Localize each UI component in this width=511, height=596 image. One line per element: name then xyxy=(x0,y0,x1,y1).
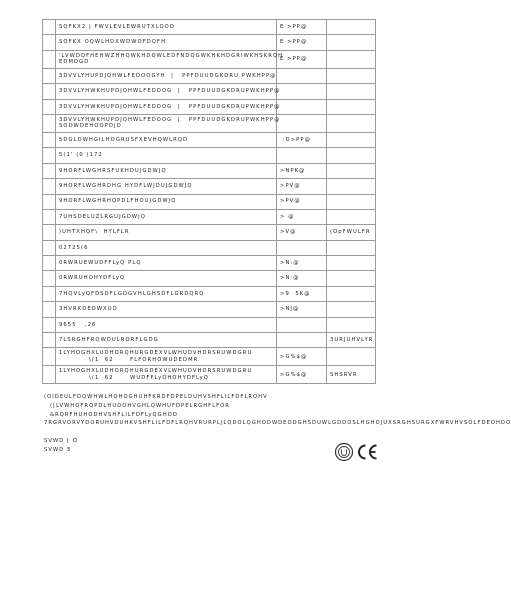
spec-row xyxy=(43,35,376,50)
spec-note-cell xyxy=(327,348,376,366)
spec-row xyxy=(43,163,376,178)
spec-note-cell xyxy=(327,271,376,286)
spec-unit-cell: >NJ@ xyxy=(277,302,327,317)
spec-unit-cell: >N:@ xyxy=(277,256,327,271)
spec-row xyxy=(43,20,376,35)
spec-label-cell xyxy=(56,271,277,286)
spec-label: 9HORFLWGHRHQPDLFHOUJGDWJQ xyxy=(59,198,177,205)
spec-unit-cell: >NPK@ xyxy=(277,163,327,178)
spec-label: )UHTXHQF\ HYLFLR xyxy=(59,229,130,236)
spec-unit-cell: :D>PP@ xyxy=(277,132,327,147)
spec-label-cell xyxy=(56,194,277,209)
spec-note-cell: SHSRVR xyxy=(327,366,376,384)
footnote-3: &RQRFHUHODHVSHFLILFDFLyQGHOD xyxy=(50,411,178,418)
row-marker-cell xyxy=(43,209,56,224)
spec-label: 9HORFLWGHRSFUKHDUJGDWJQ xyxy=(59,167,167,174)
row-marker-cell xyxy=(43,68,56,83)
footnote-4: 7RGRVORVYDORUHVDUHKVSHFLILFDFLRQHVRURPLJLQDOLQGHODWDEODGHSDUWLGDDOSLHGHOJUXSRGHSURGXFWRVHVSOLFDEOHDO xyxy=(44,420,511,427)
spec-row xyxy=(43,50,376,68)
spec-row xyxy=(43,84,376,99)
spec-label-cell xyxy=(56,132,277,147)
row-marker-cell xyxy=(43,35,56,50)
certification-marks xyxy=(334,440,382,464)
spec-label: 3HVRKDEDWXUD xyxy=(59,306,118,313)
spec-label-cell xyxy=(56,50,284,68)
spec-row xyxy=(43,99,376,114)
row-marker-cell xyxy=(43,271,56,286)
specification-table xyxy=(42,19,376,384)
spec-row xyxy=(43,132,376,147)
stamp-line-2: SVWD 5 xyxy=(44,446,72,453)
spec-unit-cell xyxy=(277,114,327,132)
spec-label: 5(1' (0 (172 xyxy=(59,152,103,159)
row-marker-cell xyxy=(43,99,56,114)
spec-note-cell xyxy=(327,84,376,99)
spec-label: 3DVVLYHWKHUPDJQHWLFEDOOG | PPFDUUDGKDRUPWKHPP@ xyxy=(59,103,281,110)
spec-unit-cell: E >PP@ xyxy=(277,35,327,50)
row-marker-cell xyxy=(43,225,56,240)
spec-label: 9655 ,26 xyxy=(59,321,97,328)
roundel-mark-icon xyxy=(336,444,353,461)
spec-row xyxy=(43,68,376,83)
spec-note-cell xyxy=(327,99,376,114)
spec-note-cell xyxy=(327,132,376,147)
spec-note-cell xyxy=(327,317,376,332)
spec-row xyxy=(43,179,376,194)
row-marker-cell xyxy=(43,132,56,147)
spec-label-cell xyxy=(56,209,277,224)
row-marker-cell xyxy=(43,50,56,68)
spec-label: 7HQVLyQFDSDFLGDGVHLGHSDFLGRDQRQ xyxy=(59,290,205,297)
spec-label-cell xyxy=(56,179,277,194)
spec-label: 3DVVLYHWKHUPDJQHWLFEDOOG | PPFDUUDGKDRUPWKHPP@ xyxy=(59,116,281,123)
spec-label-cell xyxy=(56,302,277,317)
footnote-1: (OIDEULFDQWHWLHQHOGHUHFKRDFDPELDUHVSHFLILFDFLRQHV xyxy=(44,394,268,400)
spec-label: 3DVVLYHUPDJQHWLFEDOOGYH | PPFDUUDGKDRU PWKHPP@ xyxy=(59,72,277,79)
spec-note-cell xyxy=(327,35,376,50)
spec-unit-cell: >PV@ xyxy=(277,194,327,209)
spec-note-cell xyxy=(327,302,376,317)
spec-label: 'LVWDQFHEHWZHHQWKHDQWLEDFNDQGWKHKHDGRIWKHSKRQH xyxy=(59,52,284,59)
spec-row xyxy=(43,114,376,132)
row-marker-cell xyxy=(43,148,56,163)
spec-row xyxy=(43,317,376,332)
spec-label-cell xyxy=(56,148,277,163)
spec-unit-cell: >N:@ xyxy=(277,271,327,286)
spec-label: SQFKX2 | FWVLEVLEWRUTXLOOD xyxy=(59,23,175,30)
spec-row xyxy=(43,256,376,271)
spec-label: SQFKX OQWLHDXWDWOFDQFH xyxy=(59,39,167,46)
spec-unit-cell xyxy=(277,148,327,163)
spec-unit-cell: > @ xyxy=(277,209,327,224)
row-marker-cell xyxy=(43,194,56,209)
row-marker-cell xyxy=(43,348,56,366)
spec-label-continued: SODWDEHOOPDJD xyxy=(59,123,122,130)
footnote-2: ([LVWHQFRQPDLHUDOHVGHLQWHUFDPELRGHFLFOR xyxy=(50,402,230,409)
ce-mark-icon xyxy=(359,446,377,459)
spec-label-cell xyxy=(56,348,277,366)
spec-unit-cell xyxy=(277,84,327,99)
spec-label-cell xyxy=(56,114,281,132)
spec-label-cell xyxy=(56,240,277,255)
spec-label: 3DVVLYHWKHUPDJQHWLFEDOOG | PPFDUUDGKDRUPWKHPP@ xyxy=(59,88,281,95)
spec-label-cell xyxy=(56,163,277,178)
spec-label-cell xyxy=(56,256,277,271)
spec-note-cell: 3URJUHVLYR xyxy=(327,333,376,348)
row-marker-cell xyxy=(43,302,56,317)
spec-unit-cell: >PV@ xyxy=(277,179,327,194)
spec-note-cell xyxy=(327,50,376,68)
spec-label: 02725(6 xyxy=(59,244,89,251)
spec-row xyxy=(43,271,376,286)
spec-row xyxy=(43,286,376,301)
spec-label: 5DGLDWHGILHOGRUSFXEVHQWLRQD xyxy=(59,136,189,143)
spec-label-cell xyxy=(56,333,277,348)
spec-label-cell xyxy=(56,225,277,240)
spec-label-cell xyxy=(56,68,277,83)
spec-note-cell xyxy=(327,148,376,163)
spec-note-cell xyxy=(327,286,376,301)
spec-label-continued: \(1 62 FLFORHOWUDEDMR xyxy=(89,356,199,363)
spec-note-cell xyxy=(327,20,376,35)
spec-row xyxy=(43,366,376,384)
spec-label: 0RWRUHOHYDFLyQ xyxy=(59,275,126,282)
spec-unit-cell: >V@ xyxy=(277,225,327,240)
row-marker-cell xyxy=(43,240,56,255)
spec-unit-cell: >9 5K@ xyxy=(277,286,327,301)
spec-note-cell xyxy=(327,114,376,132)
spec-row xyxy=(43,333,376,348)
spec-unit-cell xyxy=(277,99,327,114)
spec-label-cell xyxy=(56,317,277,332)
spec-row xyxy=(43,348,376,366)
row-marker-cell xyxy=(43,366,56,384)
spec-label: 1LYHOGHXLUDHORQHURGDEXVLWHUDVHDRSRUWDGRU xyxy=(59,350,253,357)
spec-row xyxy=(43,148,376,163)
spec-unit-cell xyxy=(277,333,327,348)
spec-row xyxy=(43,209,376,224)
row-marker-cell xyxy=(43,179,56,194)
spec-label-cell xyxy=(56,286,277,301)
issue-stamp xyxy=(44,437,78,454)
spec-note-cell xyxy=(327,163,376,178)
spec-note-cell: (OpFWULFR xyxy=(327,225,376,240)
spec-unit-cell xyxy=(277,317,327,332)
spec-label-cell xyxy=(56,366,277,384)
spec-row xyxy=(43,225,376,240)
spec-label-cell xyxy=(56,99,281,114)
spec-unit-cell xyxy=(277,240,327,255)
spec-label-cell xyxy=(56,84,281,99)
spec-label-continued: \(1 62 WUDFFLyQHOHYDFLyQ xyxy=(89,374,209,381)
spec-unit-cell: E >PP@ xyxy=(277,20,327,35)
spec-label-cell xyxy=(56,35,277,50)
row-marker-cell xyxy=(43,286,56,301)
spec-note-cell xyxy=(327,179,376,194)
spec-note-cell xyxy=(327,209,376,224)
spec-row xyxy=(43,194,376,209)
row-marker-cell xyxy=(43,114,56,132)
row-marker-cell xyxy=(43,20,56,35)
spec-unit-cell: E >PP@ xyxy=(277,50,327,68)
spec-label: 0RWRUEWUDFFLyQ PLQ xyxy=(59,260,142,267)
spec-label-cell xyxy=(56,20,277,35)
spec-label: 9HORFLWGHRDHG HYDFLWJDUJGDWJQ xyxy=(59,183,193,190)
spec-label: 7UHSDELUZLRGUJGDWJQ xyxy=(59,213,146,220)
row-marker-cell xyxy=(43,256,56,271)
spec-row xyxy=(43,302,376,317)
row-marker-cell xyxy=(43,84,56,99)
spec-unit-cell: >G%$@ xyxy=(277,348,327,366)
stamp-line-1: SVWD [ O xyxy=(44,438,79,444)
spec-note-cell xyxy=(327,194,376,209)
spec-note-cell xyxy=(327,68,376,83)
spec-row xyxy=(43,240,376,255)
spec-note-cell xyxy=(327,240,376,255)
spec-label: 1LYHOGHXLUDHORQHURGDEXVLWHUDVHDRSRUWDGRU xyxy=(59,368,253,375)
spec-label-continued: EDMDGD xyxy=(59,59,90,66)
spec-note-cell xyxy=(327,256,376,271)
row-marker-cell xyxy=(43,163,56,178)
footnotes xyxy=(44,393,511,428)
row-marker-cell xyxy=(43,317,56,332)
row-marker-cell xyxy=(43,333,56,348)
spec-label: 7LSRGHFRQWDULRORFLGDG xyxy=(59,336,159,343)
spec-unit-cell: >G%$@ xyxy=(277,366,327,384)
spec-unit-cell xyxy=(277,68,327,83)
